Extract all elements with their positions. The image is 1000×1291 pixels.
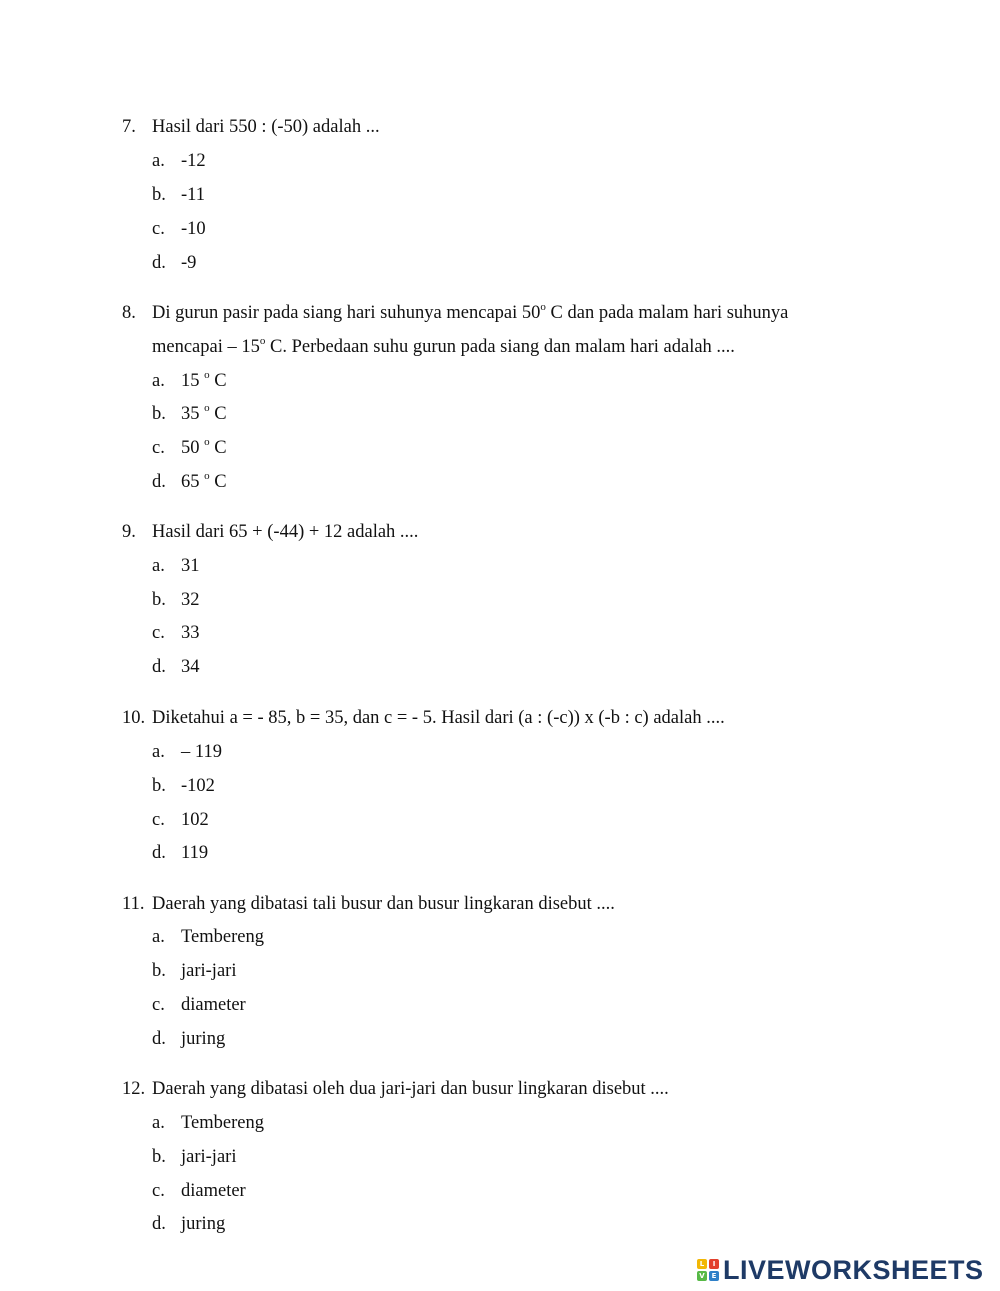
option-letter: c. [152, 219, 165, 239]
option-letter: d. [152, 472, 166, 492]
option-text: – 119 [181, 742, 222, 762]
option-text: diameter [181, 1181, 246, 1201]
option-letter: d. [152, 253, 166, 273]
option-text: -12 [181, 151, 206, 171]
option-text: 32 [181, 590, 200, 610]
option-11c[interactable] [152, 993, 246, 1017]
liveworksheets-logo[interactable] [697, 1253, 984, 1287]
option-text: 34 [181, 657, 200, 677]
option-letter: b. [152, 590, 166, 610]
question-number: 11. [122, 894, 145, 914]
option-letter: c. [152, 995, 165, 1015]
question-number: 9. [122, 522, 136, 542]
question-text-part: mencapai – 15 [152, 337, 260, 357]
option-9d[interactable] [152, 655, 200, 679]
option-letter: d. [152, 843, 166, 863]
option-text: juring [181, 1214, 226, 1234]
option-8d[interactable] [152, 470, 227, 494]
option-letter: b. [152, 404, 166, 424]
degree-superscript: o [204, 470, 210, 482]
option-letter: d. [152, 657, 166, 677]
option-8b[interactable] [152, 402, 227, 426]
logo-block-e: E [709, 1271, 719, 1281]
option-7a[interactable] [152, 149, 206, 173]
option-8a[interactable] [152, 369, 227, 393]
option-text: jari-jari [181, 961, 237, 981]
question-text: Hasil dari 65 + (-44) + 12 adalah .... [152, 522, 419, 542]
option-12d[interactable] [152, 1212, 225, 1236]
option-unit: C [209, 472, 227, 492]
option-text: 31 [181, 556, 200, 576]
question-8-stem-continued [152, 335, 735, 359]
question-number: 12. [122, 1079, 146, 1099]
option-letter: b. [152, 1147, 166, 1167]
option-letter: a. [152, 1113, 165, 1133]
question-text: Daerah yang dibatasi oleh dua jari-jari dan busur lingkaran disebut .... [152, 1079, 669, 1099]
option-text: 33 [181, 623, 200, 643]
option-letter: a. [152, 927, 165, 947]
option-unit: C [209, 371, 227, 391]
option-letter: d. [152, 1214, 166, 1234]
option-7b[interactable] [152, 183, 205, 207]
option-letter: c. [152, 1181, 165, 1201]
logo-blocks-icon [697, 1259, 719, 1281]
option-11a[interactable] [152, 925, 264, 949]
option-9a[interactable] [152, 554, 200, 578]
question-8-stem [122, 301, 788, 325]
option-letter: b. [152, 776, 166, 796]
logo-block-i: I [709, 1259, 719, 1269]
question-10-stem [122, 706, 725, 730]
option-value: 50 [181, 438, 205, 458]
question-text-part: C dan pada malam hari suhunya [545, 303, 789, 323]
option-7d[interactable] [152, 251, 196, 275]
logo-block-v: V [697, 1271, 707, 1281]
option-letter: a. [152, 371, 165, 391]
option-value: 15 [181, 371, 205, 391]
option-letter: a. [152, 151, 165, 171]
degree-superscript: o [204, 436, 210, 448]
option-letter: b. [152, 961, 166, 981]
degree-superscript: o [204, 369, 210, 381]
question-text: Hasil dari 550 : (-50) adalah ... [152, 117, 380, 137]
question-text: Daerah yang dibatasi tali busur dan busur lingkaran disebut .... [152, 894, 615, 914]
question-text-part: Di gurun pasir pada siang hari suhunya mencapai 50 [152, 303, 541, 323]
question-9-stem [122, 520, 418, 544]
option-unit: C [209, 404, 227, 424]
option-letter: c. [152, 623, 165, 643]
option-letter: b. [152, 185, 166, 205]
option-letter: a. [152, 742, 165, 762]
question-number: 7. [122, 117, 136, 137]
question-7-stem [122, 115, 380, 139]
option-10d[interactable] [152, 841, 208, 865]
question-text: Diketahui a = - 85, b = 35, dan c = - 5. Hasil dari (a : (-c)) x (-b : c) adalah .... [152, 708, 725, 728]
degree-superscript: o [259, 335, 266, 347]
question-11-stem [122, 892, 615, 916]
question-text-part: C. Perbedaan suhu gurun pada siang dan malam hari adalah .... [265, 337, 735, 357]
option-value: 35 [181, 404, 205, 424]
option-text: -11 [181, 185, 205, 205]
logo-block-l: L [697, 1259, 707, 1269]
option-text: 119 [181, 843, 209, 863]
question-number: 8. [122, 303, 136, 323]
option-text: Tembereng [181, 927, 264, 947]
option-value: 65 [181, 472, 205, 492]
option-text: diameter [181, 995, 246, 1015]
option-letter: c. [152, 438, 165, 458]
option-10c[interactable] [152, 808, 209, 832]
logo-text: LIVEWORKSHEETS [723, 1255, 984, 1285]
option-unit: C [209, 438, 227, 458]
option-text: -10 [181, 219, 206, 239]
option-9b[interactable] [152, 588, 200, 612]
option-12b[interactable] [152, 1145, 236, 1169]
option-text: -102 [181, 776, 215, 796]
option-7c[interactable] [152, 217, 206, 241]
degree-superscript: o [204, 402, 210, 414]
option-9c[interactable] [152, 621, 200, 645]
option-10a[interactable] [152, 740, 222, 764]
option-text: jari-jari [181, 1147, 237, 1167]
question-number: 10. [122, 708, 146, 728]
option-letter: c. [152, 810, 165, 830]
option-12c[interactable] [152, 1179, 246, 1203]
question-12-stem [122, 1077, 669, 1101]
option-text: 102 [181, 810, 209, 830]
degree-superscript: o [540, 301, 546, 313]
option-letter: d. [152, 1029, 166, 1049]
option-11d[interactable] [152, 1027, 225, 1051]
option-11b[interactable] [152, 959, 236, 983]
option-text: -9 [181, 253, 197, 273]
option-12a[interactable] [152, 1111, 264, 1135]
option-8c[interactable] [152, 436, 227, 460]
option-letter: a. [152, 556, 165, 576]
option-10b[interactable] [152, 774, 215, 798]
option-text: Tembereng [181, 1113, 264, 1133]
option-text: juring [181, 1029, 226, 1049]
